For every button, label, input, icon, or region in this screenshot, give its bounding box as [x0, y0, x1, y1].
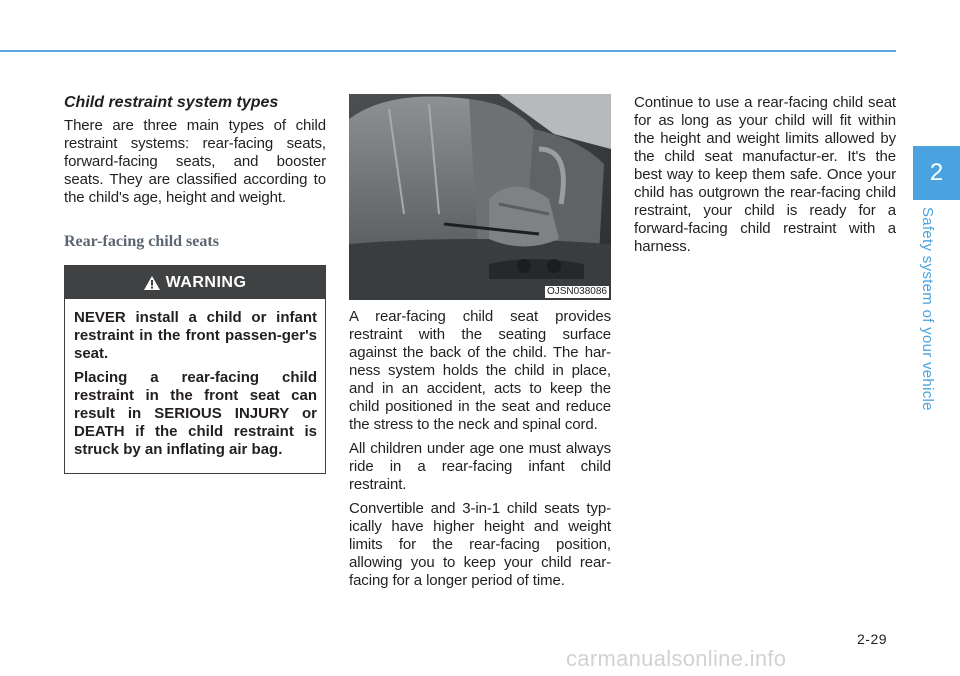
warning-triangle-icon [144, 276, 160, 290]
body-paragraph: Convertible and 3-in-1 child seats typ-ically have higher height and weight limits for the rear-facing position, allowing you to keep your child rear-facing for a longer period of time. [349, 500, 611, 589]
column-right [634, 94, 896, 262]
warning-paragraph: Placing a rear-facing child restraint in the front seat can result in SERIOUS INJURY or DEATH if the child restraint is struck by an inflating air bag. [74, 369, 317, 458]
column-left [64, 94, 326, 474]
subsection-heading: Rear-facing child seats [64, 233, 219, 250]
page-number: 2-29 [857, 631, 888, 647]
chapter-tab: 2 [913, 146, 960, 200]
warning-box [64, 265, 326, 474]
body-paragraph: A rear-facing child seat provides restraint with the seating surface against the back of the child. The har-ness system holds the child in place, and in an accident, acts to keep the child positioned in the seat and reduce the stress to the neck and spinal cord. [349, 308, 611, 433]
warning-body [65, 299, 325, 473]
column-middle [349, 94, 611, 596]
warning-paragraph: NEVER install a child or infant restraint in the front passen-ger's seat. [74, 309, 317, 362]
rear-facing-seat-photo [349, 94, 611, 300]
warning-label: WARNING [165, 273, 247, 291]
section-heading: Child restraint system types [64, 94, 279, 111]
intro-paragraph: There are three main types of child restraint systems: rear-facing seats, forward-facing seats, and booster seats. They are classified according to the child's age, height and weight. [64, 117, 326, 206]
body-paragraph: Continue to use a rear-facing child seat for as long as your child will fit within the height and weight limits allowed by the child seat manufactur-er. It's the best way to keep them safe. Once your child has outgrown the rear-facing child restraint, your child is ready for a forward-facing child restraint with a harness. [634, 94, 896, 255]
watermark: carmanualsonline.info [566, 646, 787, 671]
warning-header [65, 266, 325, 299]
chapter-title: Safety system of your vehicle [919, 207, 936, 411]
header-rule [0, 50, 896, 52]
figure-code: OJSN038086 [546, 286, 607, 297]
body-paragraph: All children under age one must always ride in a rear-facing infant child restraint. [349, 440, 611, 493]
car-rear-seat-illustration [349, 94, 611, 300]
